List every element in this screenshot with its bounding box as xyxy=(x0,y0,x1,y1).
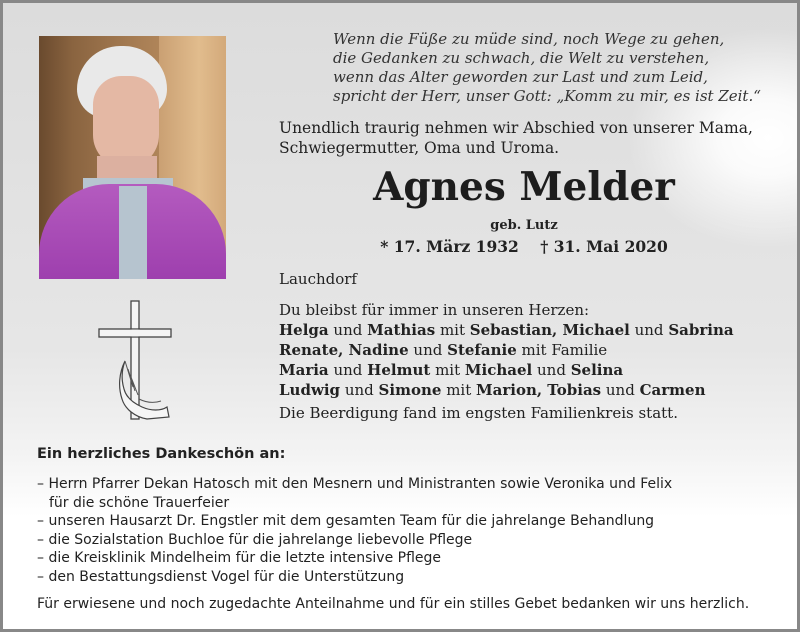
family-line: Helga und Mathias mit Sebastian, Michael und Sabrina xyxy=(279,321,734,339)
maiden-name: geb. Lutz xyxy=(490,218,558,233)
family-line: Renate, Nadine und Stefanie mit Familie xyxy=(279,341,608,359)
list-item: – die Kreisklinik Mindelheim für die letzte intensive Pflege xyxy=(37,550,442,567)
portrait-photo xyxy=(39,36,226,279)
family-line: Ludwig und Simone mit Marion, Tobias und Carmen xyxy=(279,381,706,399)
verse-line: Wenn die Füße zu müde sind, noch Wege zu gehen, xyxy=(333,30,725,48)
birth-date: * 17. März 1932 xyxy=(380,237,519,256)
intro-line: Schwiegermutter, Oma und Uroma. xyxy=(279,139,560,157)
family-heading: Du bleibst für immer in unseren Herzen: xyxy=(279,301,590,319)
verse-line: spricht der Herr, unser Gott: „Komm zu mir, es ist Zeit.“ xyxy=(333,87,761,105)
place-name: Lauchdorf xyxy=(279,270,357,288)
verse-line: die Gedanken zu schwach, die Welt zu verstehen, xyxy=(333,49,710,67)
list-item: – die Sozialstation Buchloe für die jahrelange liebevolle Pflege xyxy=(37,531,473,548)
cross-with-praying-hands-icon xyxy=(95,299,175,421)
intro-line: Unendlich traurig nehmen wir Abschied von unserer Mama, xyxy=(279,119,753,137)
list-item: – unseren Hausarzt Dr. Engstler mit dem gesamten Team für die jahrelange Behandlung xyxy=(37,513,655,530)
life-dates xyxy=(279,237,769,256)
deceased-name: Agnes Melder xyxy=(373,164,675,210)
list-item: – Herrn Pfarrer Dekan Hatosch mit den Mesnern und Ministranten sowie Veronika und Felix xyxy=(37,476,673,492)
poem-verse xyxy=(333,30,763,106)
thanks-list xyxy=(37,475,777,587)
closing-text: Für erwiesene und noch zugedachte Anteilnahme und für ein stilles Gebet bedanken wir uns herzlich. xyxy=(37,596,750,612)
thanks-title: Ein herzliches Dankeschön an: xyxy=(37,446,286,462)
verse-line: wenn das Alter geworden zur Last und zum Leid, xyxy=(333,68,708,86)
family-line: Maria und Helmut mit Michael und Selina xyxy=(279,361,624,379)
list-item: – den Bestattungsdienst Vogel für die Unterstützung xyxy=(37,568,405,585)
intro-text xyxy=(279,118,779,158)
family-list xyxy=(279,300,789,400)
death-date: † 31. Mai 2020 xyxy=(540,237,668,256)
funeral-note: Die Beerdigung fand im engsten Familienkreis statt. xyxy=(279,404,678,422)
list-item: für die schöne Trauerfeier xyxy=(49,494,230,511)
